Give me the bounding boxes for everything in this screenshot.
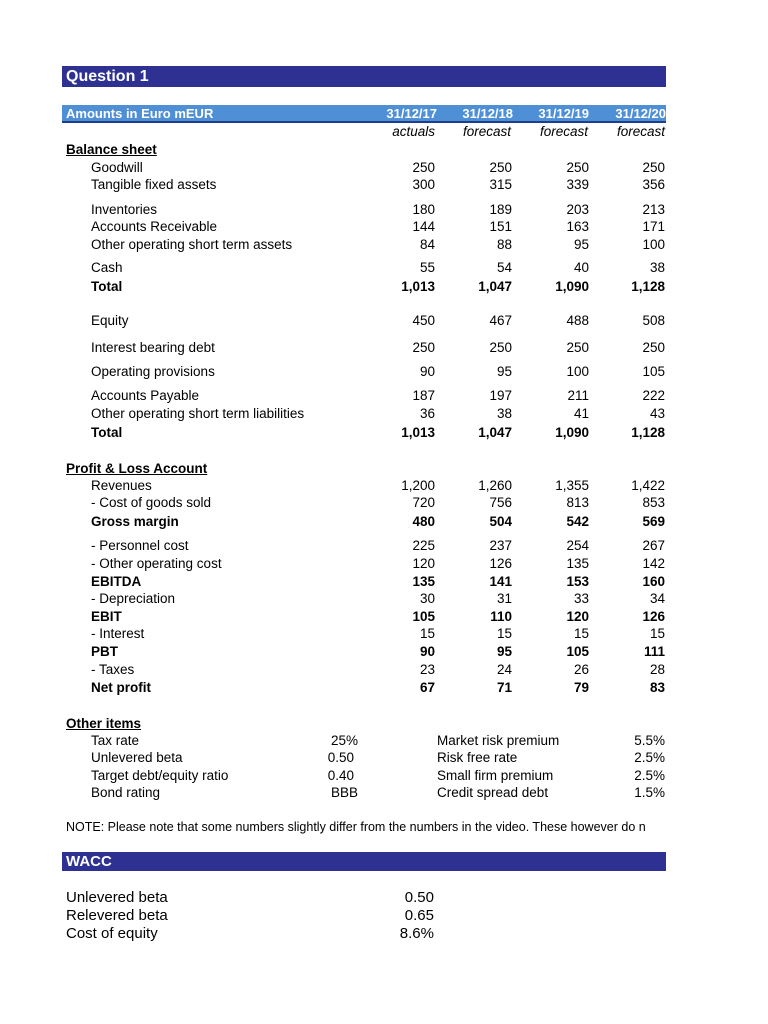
row-value: 222 [642,388,665,403]
row-value: 105 [642,364,665,379]
row-label: Inventories [91,202,158,217]
row-value: 126 [489,556,512,571]
row-value: 126 [642,609,665,624]
table-row [0,680,768,697]
table-row [0,388,768,405]
row-value: 144 [412,219,435,234]
row-label: Accounts Receivable [91,219,218,234]
date-col-3: 31/12/19 [538,106,589,121]
table-row [0,478,768,495]
row-value: 1,128 [631,279,665,294]
row-value: 300 [412,177,435,192]
row-value: 100 [566,364,589,379]
row-label: Other operating short term assets [91,237,293,252]
other-left-value: BBB [330,785,358,800]
row-label: - Taxes [91,662,135,677]
table-row [0,538,768,555]
row-value: 211 [567,388,589,403]
column-header [62,105,666,123]
table-row [0,514,768,531]
other-right-value: 1.5% [634,785,665,800]
row-value: 187 [412,388,435,403]
row-value: 38 [649,260,665,275]
row-value: 1,047 [478,425,512,440]
other-left-label: Bond rating [91,785,161,800]
row-value: 250 [566,340,589,355]
other-right-label: Credit spread debt [437,785,549,800]
row-value: 756 [489,495,512,510]
table-row [0,574,768,591]
row-value: 813 [566,495,589,510]
wacc-value: 8.6% [399,925,434,942]
row-value: 267 [642,538,665,553]
type-col-3: forecast [539,124,588,139]
table-row [0,644,768,661]
row-value: 55 [419,260,435,275]
other-left-value: 0.40 [327,768,354,783]
table-row [0,313,768,330]
row-value: 171 [642,219,665,234]
row-label: - Depreciation [91,591,176,606]
row-value: 54 [496,260,512,275]
row-value: 111 [643,644,665,659]
type-col-1: actuals [392,124,435,139]
row-value: 1,013 [401,425,435,440]
row-value: 15 [496,626,512,641]
row-value: 40 [573,260,589,275]
row-value: 250 [412,160,435,175]
row-label: Accounts Payable [91,388,200,403]
question-title: Question 1 [66,68,149,85]
row-value: 26 [573,662,589,677]
row-label: - Interest [91,626,145,641]
row-value: 95 [573,237,589,252]
row-value: 467 [489,313,512,328]
row-value: 79 [573,680,589,695]
table-row [0,425,768,442]
row-value: 250 [642,340,665,355]
wacc-label: Relevered beta [66,907,168,924]
row-value: 1,260 [478,478,512,493]
row-value: 356 [642,177,665,192]
table-row [0,609,768,626]
row-value: 315 [489,177,512,192]
row-value: 163 [566,219,589,234]
other-right-label: Risk free rate [437,750,518,765]
date-col-1: 31/12/17 [386,106,437,121]
type-col-2: forecast [462,124,511,139]
row-value: 1,047 [478,279,512,294]
date-col-2: 31/12/18 [462,106,513,121]
other-right-value: 5.5% [634,733,665,748]
wacc-title: WACC [66,853,112,870]
table-row [0,340,768,357]
row-value: 38 [496,406,512,421]
row-value: 90 [419,644,435,659]
row-value: 15 [419,626,435,641]
row-value: 250 [566,160,589,175]
row-value: 720 [412,495,435,510]
note-text: NOTE: Please note that some numbers slightly differ from the numbers in the video. These however do n [66,820,646,834]
row-value: 504 [489,514,512,529]
row-label: Goodwill [91,160,143,175]
table-row [0,662,768,679]
row-value: 95 [496,644,512,659]
date-col-4: 31/12/20 [615,106,666,121]
row-value: 120 [566,609,589,624]
row-value: 254 [566,538,589,553]
other-left-label: Tax rate [91,733,140,748]
row-label: EBITDA [91,574,142,589]
row-value: 542 [566,514,589,529]
row-value: 1,128 [631,425,665,440]
table-row [0,364,768,381]
other-right-value: 2.5% [634,750,665,765]
row-value: 141 [489,574,512,589]
other-left-value: 0.50 [327,750,354,765]
table-row [0,406,768,423]
row-value: 213 [642,202,665,217]
row-value: 67 [419,680,435,695]
row-label: Interest bearing debt [91,340,215,355]
row-value: 1,090 [555,425,589,440]
row-value: 1,090 [555,279,589,294]
row-value: 250 [642,160,665,175]
row-value: 90 [419,364,435,379]
row-value: 180 [412,202,435,217]
row-label: Total [91,279,123,294]
row-label: - Cost of goods sold [91,495,212,510]
other-items-title: Other items [66,716,142,731]
row-value: 33 [573,591,589,606]
wacc-value: 0.65 [404,907,434,924]
row-value: 100 [642,237,665,252]
row-value: 43 [649,406,665,421]
other-left-label: Target debt/equity ratio [91,768,229,783]
row-value: 135 [412,574,435,589]
row-value: 237 [489,538,512,553]
row-label: Tangible fixed assets [91,177,217,192]
wacc-label: Unlevered beta [66,889,168,906]
other-right-label: Market risk premium [437,733,560,748]
row-value: 15 [573,626,589,641]
row-value: 110 [490,609,512,624]
table-row [0,260,768,277]
row-label: - Personnel cost [91,538,189,553]
type-col-4: forecast [616,124,665,139]
table-row [0,556,768,573]
other-right-label: Small firm premium [437,768,554,783]
row-value: 30 [419,591,435,606]
row-value: 569 [642,514,665,529]
row-value: 1,200 [401,478,435,493]
row-value: 853 [642,495,665,510]
row-value: 250 [489,160,512,175]
table-row [0,202,768,219]
row-value: 250 [489,340,512,355]
row-label: - Other operating cost [91,556,222,571]
row-label: Net profit [91,680,151,695]
table-row [0,495,768,512]
row-value: 23 [419,662,435,677]
row-value: 153 [566,574,589,589]
row-value: 450 [412,313,435,328]
row-value: 95 [496,364,512,379]
row-label: PBT [91,644,118,659]
other-left-label: Unlevered beta [91,750,183,765]
row-value: 160 [642,574,665,589]
table-row [0,626,768,643]
row-value: 105 [566,644,589,659]
row-value: 15 [649,626,665,641]
row-value: 31 [496,591,512,606]
wacc-title-bar [62,852,666,871]
row-value: 508 [642,313,665,328]
row-value: 84 [419,237,435,252]
row-label: Other operating short term liabilities [91,406,305,421]
row-value: 488 [566,313,589,328]
row-value: 28 [649,662,665,677]
wacc-label: Cost of equity [66,925,158,942]
row-value: 88 [496,237,512,252]
row-value: 197 [489,388,512,403]
row-label: Total [91,425,123,440]
row-value: 1,355 [555,478,589,493]
other-left-value: 25% [330,733,358,748]
table-row [0,219,768,236]
row-label: Cash [91,260,123,275]
row-value: 120 [412,556,435,571]
row-value: 24 [496,662,512,677]
balance-sheet-title: Balance sheet [66,142,157,157]
row-label: Equity [91,313,129,328]
pnl-title: Profit & Loss Account [66,461,208,476]
row-value: 480 [412,514,435,529]
table-row [0,591,768,608]
table-row [0,160,768,177]
row-value: 339 [566,177,589,192]
table-row [0,237,768,254]
question-title-bar [62,66,666,87]
table-row [0,177,768,194]
row-value: 225 [412,538,435,553]
row-value: 189 [489,202,512,217]
row-label: EBIT [91,609,122,624]
other-right-value: 2.5% [634,768,665,783]
row-value: 142 [642,556,665,571]
row-value: 71 [496,680,512,695]
row-value: 36 [419,406,435,421]
row-label: Gross margin [91,514,179,529]
row-value: 203 [566,202,589,217]
row-value: 83 [649,680,665,695]
row-value: 34 [649,591,665,606]
row-value: 250 [412,340,435,355]
row-value: 1,013 [401,279,435,294]
row-label: Operating provisions [91,364,215,379]
row-value: 135 [566,556,589,571]
amounts-label: Amounts in Euro mEUR [66,106,214,121]
row-value: 41 [573,406,589,421]
row-label: Revenues [91,478,152,493]
row-value: 105 [412,609,435,624]
wacc-value: 0.50 [404,889,434,906]
row-value: 151 [489,219,512,234]
row-value: 1,422 [631,478,665,493]
table-row [0,279,768,296]
